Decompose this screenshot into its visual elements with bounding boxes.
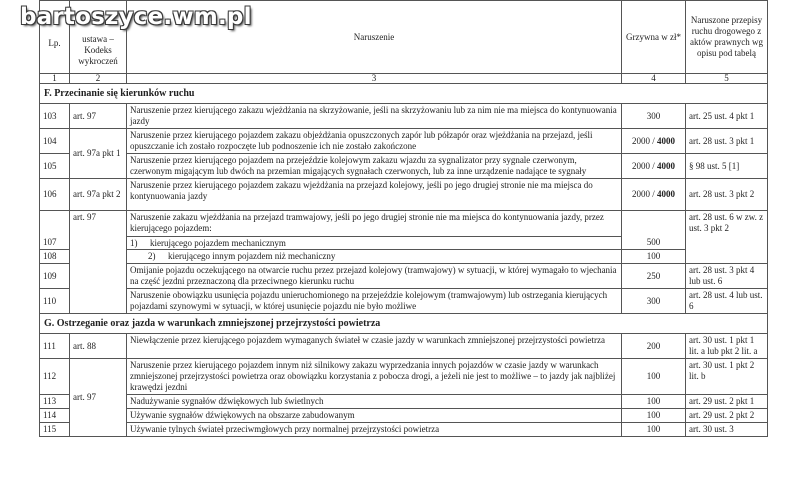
row-art: art. 97 <box>70 104 127 129</box>
row-lp: 110 <box>40 289 70 314</box>
row-lp: 114 <box>40 409 70 423</box>
row-przepis: art. 28 ust. 6 w zw. z ust. 3 pkt 2 <box>686 211 768 264</box>
header-przepisy: Naruszone przepisy ruchu drogowego z aktów prawnych wg opisu pod tabelą <box>686 1 768 74</box>
row-przepis: art. 30 ust. 3 <box>686 423 768 437</box>
header-ustawa: ustawa – Kodeks wykroczeń <box>70 1 127 74</box>
section-title: F. Przecinanie się kierunków ruchu <box>40 84 768 104</box>
row-lp: 103 <box>40 104 70 129</box>
amount-repeat: 4000 <box>657 135 675 146</box>
row-amount: 200 <box>622 334 686 359</box>
header-lp: Lp. <box>40 1 70 74</box>
row-art: art. 97 <box>70 211 127 314</box>
row-text: Naruszenie przez kierującego pojazdem na przejeździe kolejowym zakazu wjazdu za sygnalizator przy sygnale czerwonym, czerwonym migającym lub dwóch na przemian migających sygnałach czerwonych, lub za inne urządzenie nadające te sygnały <box>127 154 622 179</box>
row-amount: 100 <box>622 250 686 264</box>
row-przepis: art. 28 ust. 4 lub ust. 6 <box>686 289 768 314</box>
row-text-main: Naruszenie zakazu wjeżdżania na przejazd tramwajowy, jeśli po jego drugiej stronie nie ma miejsca do kontynuowania jazdy, przez kierującego pojazdem: <box>130 212 604 233</box>
sub-text: kierującego pojazdem mechanicznym <box>150 238 286 248</box>
watermark-logo: bartoszyce.wm.pl <box>20 4 252 30</box>
row-amount: 500 <box>622 211 686 250</box>
row-amount: 300 <box>622 289 686 314</box>
col-number: 1 <box>40 74 70 84</box>
row-amount: 100 <box>622 359 686 395</box>
table-row <box>40 395 768 409</box>
table-row <box>40 250 768 264</box>
row-przepis: art. 30 ust. 1 pkt 2 lit. b <box>686 359 768 395</box>
row-lp: 113 <box>40 395 70 409</box>
table-row <box>40 129 768 154</box>
amount-normal: 2000 / <box>631 135 657 146</box>
violations-table <box>39 0 768 437</box>
row-amount <box>622 179 686 211</box>
sub-item <box>127 236 621 249</box>
row-text: Naruszenie przez kierującego pojazdem zakazu wjeżdżania na przejazd kolejowy, jeśli po jego drugiej stronie nie ma miejsca do kontynuowania jazdy <box>127 179 622 211</box>
row-text: Omijanie pojazdu oczekującego na otwarcie ruchu przez przejazd kolejowy (tramwajowy) w sytuacji, w której wymagało to wjechania na część jezdni przeznaczoną dla przeciwnego kierunku ruchu <box>127 264 622 289</box>
table-row <box>40 334 768 359</box>
table-row <box>40 423 768 437</box>
row-lp: 112 <box>40 359 70 395</box>
col-number: 3 <box>127 74 622 84</box>
row-text: Naruszenie przez kierującego pojazdem zakazu objeżdżania opuszczonych zapór lub półzapór oraz wjeżdżania na przejazd, jeśli opuszczanie ich zostało rozpoczęte lub podnoszenie ich nie zostało zakończone <box>127 129 622 154</box>
column-numbers-row <box>40 74 768 84</box>
row-art: art. 88 <box>70 334 127 359</box>
row-art: art. 97 <box>70 359 127 437</box>
row-przepis: art. 29 ust. 2 pkt 1 <box>686 395 768 409</box>
table-row <box>40 409 768 423</box>
row-text: Naruszenie obowiązku usunięcia pojazdu unieruchomionego na przejeździe kolejowym (tramwajowym) lub ostrzegania kierujących pojazdami szynowymi w sytuacji, w której usunięcie pojazdu nie było możliwe <box>127 289 622 314</box>
table-row <box>40 359 768 395</box>
row-przepis: art. 29 ust. 2 pkt 2 <box>686 409 768 423</box>
row-amount: 100 <box>622 423 686 437</box>
section-g-row <box>40 314 768 334</box>
col-number: 5 <box>686 74 768 84</box>
row-amount <box>622 129 686 154</box>
sub-item <box>127 250 622 264</box>
row-amount <box>622 154 686 179</box>
header-grzywna: Grzywna w zł* <box>622 1 686 74</box>
row-przepis: art. 28 ust. 3 pkt 4 lub ust. 6 <box>686 264 768 289</box>
amount-repeat: 4000 <box>657 189 675 199</box>
row-lp: 106 <box>40 179 70 211</box>
row-text: Niewłączenie przez kierującego pojazdem wymaganych świateł w czasie jazdy w warunkach zmniejszonej przejrzystości powietrza <box>127 334 622 359</box>
row-lp: 115 <box>40 423 70 437</box>
amount-repeat: 4000 <box>657 160 675 171</box>
row-art: art. 97a pkt 1 <box>70 129 127 179</box>
sub-number: 2) <box>148 251 156 261</box>
row-lp: 108 <box>40 250 70 264</box>
row-text <box>127 211 622 250</box>
section-title: G. Ostrzeganie oraz jazda w warunkach zmniejszonej przejrzystości powietrza <box>40 314 768 334</box>
row-amount: 300 <box>622 104 686 129</box>
row-przepis: art. 30 ust. 1 pkt 1 lit. a lub pkt 2 lit. a <box>686 334 768 359</box>
col-number: 4 <box>622 74 686 84</box>
row-przepis: § 98 ust. 5 [1] <box>686 154 768 179</box>
row-lp: 111 <box>40 334 70 359</box>
row-przepis: art. 28 ust. 3 pkt 2 <box>686 179 768 211</box>
row-lp: 107 <box>40 211 70 250</box>
row-text: Używanie sygnałów dźwiękowych na obszarze zabudowanym <box>127 409 622 423</box>
row-text: Naruszenie przez kierującego pojazdem innym niż silnikowy zakazu wyprzedzania innych pojazdów w czasie jazdy w warunkach zmniejszonej przejrzystości powietrza oraz obowiązku korzystania z pobocza drogi, a jeżeli nie jest to możliwe – to jazdy jak najbliżej krawędzi jezdni <box>127 359 622 395</box>
table-row <box>40 264 768 289</box>
table-row <box>40 211 768 250</box>
section-f-row <box>40 84 768 104</box>
amount-normal: 2000 / <box>631 160 657 171</box>
header-naruszenie: Naruszenie <box>127 1 622 74</box>
row-text: Używanie tylnych świateł przeciwmgłowych przy normalnej przejrzystości powietrza <box>127 423 622 437</box>
table-row <box>40 154 768 179</box>
row-lp: 105 <box>40 154 70 179</box>
row-lp: 109 <box>40 264 70 289</box>
row-art: art. 97a pkt 2 <box>70 179 127 211</box>
table-row <box>40 104 768 129</box>
row-amount: 250 <box>622 264 686 289</box>
table-row <box>40 179 768 211</box>
table-row <box>40 289 768 314</box>
sub-text: kierującego innym pojazdem niż mechaniczny <box>168 251 336 261</box>
row-przepis: art. 28 ust. 3 pkt 1 <box>686 129 768 154</box>
row-text: Nadużywanie sygnałów dźwiękowych lub świetlnych <box>127 395 622 409</box>
row-przepis: art. 25 ust. 4 pkt 1 <box>686 104 768 129</box>
amount-normal: 2000 / <box>631 189 657 199</box>
row-text: Naruszenie przez kierującego zakazu wjeżdżania na skrzyżowanie, jeśli na skrzyżowaniu lub za nim nie ma miejsca do kontynuowania jazdy <box>127 104 622 129</box>
sub-number: 1) <box>130 238 138 248</box>
row-amount: 100 <box>622 395 686 409</box>
row-amount: 100 <box>622 409 686 423</box>
row-lp: 104 <box>40 129 70 154</box>
col-number: 2 <box>70 74 127 84</box>
